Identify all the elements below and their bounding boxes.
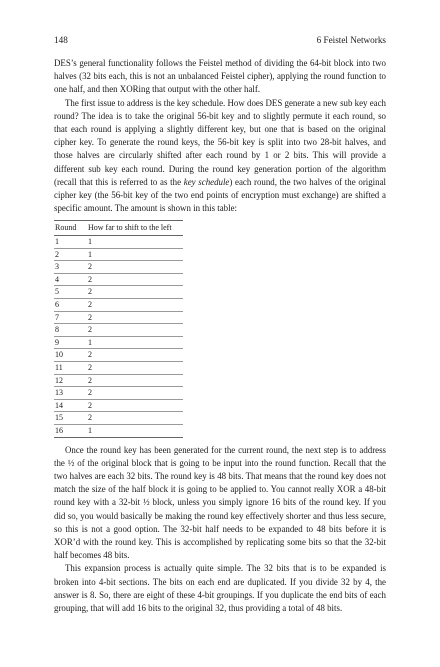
round-cell: 3 (54, 261, 86, 274)
table-row (54, 236, 183, 249)
round-cell: 10 (54, 349, 86, 362)
shift-cell: 2 (86, 399, 183, 412)
paragraph-round-key-expansion: Once the round key has been generated for the current round, the next step is to address the ½ of the original block that is going to be input into the round function. Recall that the two halves are each 32 bits. The round key is 48 bits. That means that the round key does not match the size of the half block it is going to be applied to. You cannot really XOR a 48-bit round key with a 32-bit ½ block, unless you simply ignore 16 bits of the round key. If you did so, you would basically be making the round key effectively shorter and thus less secure, so this is not a good option. The 32-bit half needs to be expanded to 48 bits before it is XOR’d with the round key. This is accomplished by replicating some bits so that the 32-bit half becomes 48 bits. (54, 444, 386, 561)
shift-cell: 2 (86, 311, 183, 324)
table-row (54, 349, 183, 362)
shift-cell: 2 (86, 299, 183, 312)
page-body (54, 57, 386, 615)
key-schedule-term: key schedule (183, 176, 230, 187)
key-schedule-text-start: The first issue to address is the key schedule. How does DES generate a new sub key each round? The idea is to take the original 56-bit key and to slightly permute it each round, so that each round is applying a slightly different key, but one that is based on the original cipher key. To generate the round keys, the 56-bit key is split into two 28-bit halves, and those halves are circularly shifted after each round by 1 or 2 bits. This will provide a different sub key each round. During the round key generation portion of the algorithm (recall that this is referred to as the (54, 97, 386, 187)
header-round: Round (54, 221, 86, 236)
round-cell: 6 (54, 299, 86, 312)
header-shift: How far to shift to the left (86, 221, 183, 236)
shift-table-header-row (54, 221, 183, 236)
page-number: 148 (54, 35, 68, 45)
table-row (54, 361, 183, 374)
paragraph-key-schedule (54, 97, 386, 216)
shift-cell: 2 (86, 349, 183, 362)
table-row (54, 273, 183, 286)
table-row (54, 324, 183, 337)
shift-cell: 2 (86, 324, 183, 337)
shift-cell: 2 (86, 261, 183, 274)
shift-cell: 1 (86, 236, 183, 249)
running-chapter-title: 6 Feistel Networks (316, 35, 386, 45)
table-row (54, 387, 183, 400)
table-row (54, 424, 183, 437)
round-cell: 2 (54, 248, 86, 261)
shift-cell: 2 (86, 361, 183, 374)
round-cell: 14 (54, 399, 86, 412)
round-cell: 9 (54, 336, 86, 349)
paragraph-expansion-process: This expansion process is actually quite simple. The 32 bits that is to be expanded is broken into 4-bit sections. The bits on each end are duplicated. If you divide 32 by 4, the answer is 8. So, there are eight of these 4-bit groupings. If you duplicate the end bits of each grouping, that will add 16 bits to the original 32, thus providing a total of 48 bits. (54, 563, 386, 613)
shift-cell: 1 (86, 248, 183, 261)
table-row (54, 248, 183, 261)
table-row (54, 336, 183, 349)
table-row (54, 299, 183, 312)
table-row (54, 412, 183, 425)
table-row (54, 286, 183, 299)
round-cell: 1 (54, 236, 86, 249)
round-cell: 4 (54, 273, 86, 286)
shift-cell: 2 (86, 412, 183, 425)
page-header (54, 33, 386, 47)
round-cell: 16 (54, 424, 86, 437)
paragraph-des-functionality: DES’s general functionality follows the Feistel method of dividing the 64-bit block into two halves (32 bits each, this is not an unbalanced Feistel cipher), applying the round function to one half, and then XORing that output with the other half. (54, 58, 386, 95)
table-row (54, 374, 183, 387)
round-cell: 8 (54, 324, 86, 337)
table-row (54, 261, 183, 274)
round-cell: 7 (54, 311, 86, 324)
shift-cell: 2 (86, 286, 183, 299)
table-row (54, 311, 183, 324)
shift-cell: 2 (86, 273, 183, 286)
round-cell: 5 (54, 286, 86, 299)
key-schedule-text-end: ) each round, the two halves of the original cipher key (the 56-bit key of the two end points of encryption must exchange) are shifted a specific amount. The amount is shown in this table: (54, 176, 386, 214)
shift-cell: 1 (86, 336, 183, 349)
shift-cell: 2 (86, 374, 183, 387)
round-cell: 13 (54, 387, 86, 400)
round-cell: 11 (54, 361, 86, 374)
shift-cell: 2 (86, 387, 183, 400)
table-row (54, 399, 183, 412)
shift-table (54, 220, 183, 437)
round-cell: 15 (54, 412, 86, 425)
round-cell: 12 (54, 374, 86, 387)
shift-cell: 1 (86, 424, 183, 437)
